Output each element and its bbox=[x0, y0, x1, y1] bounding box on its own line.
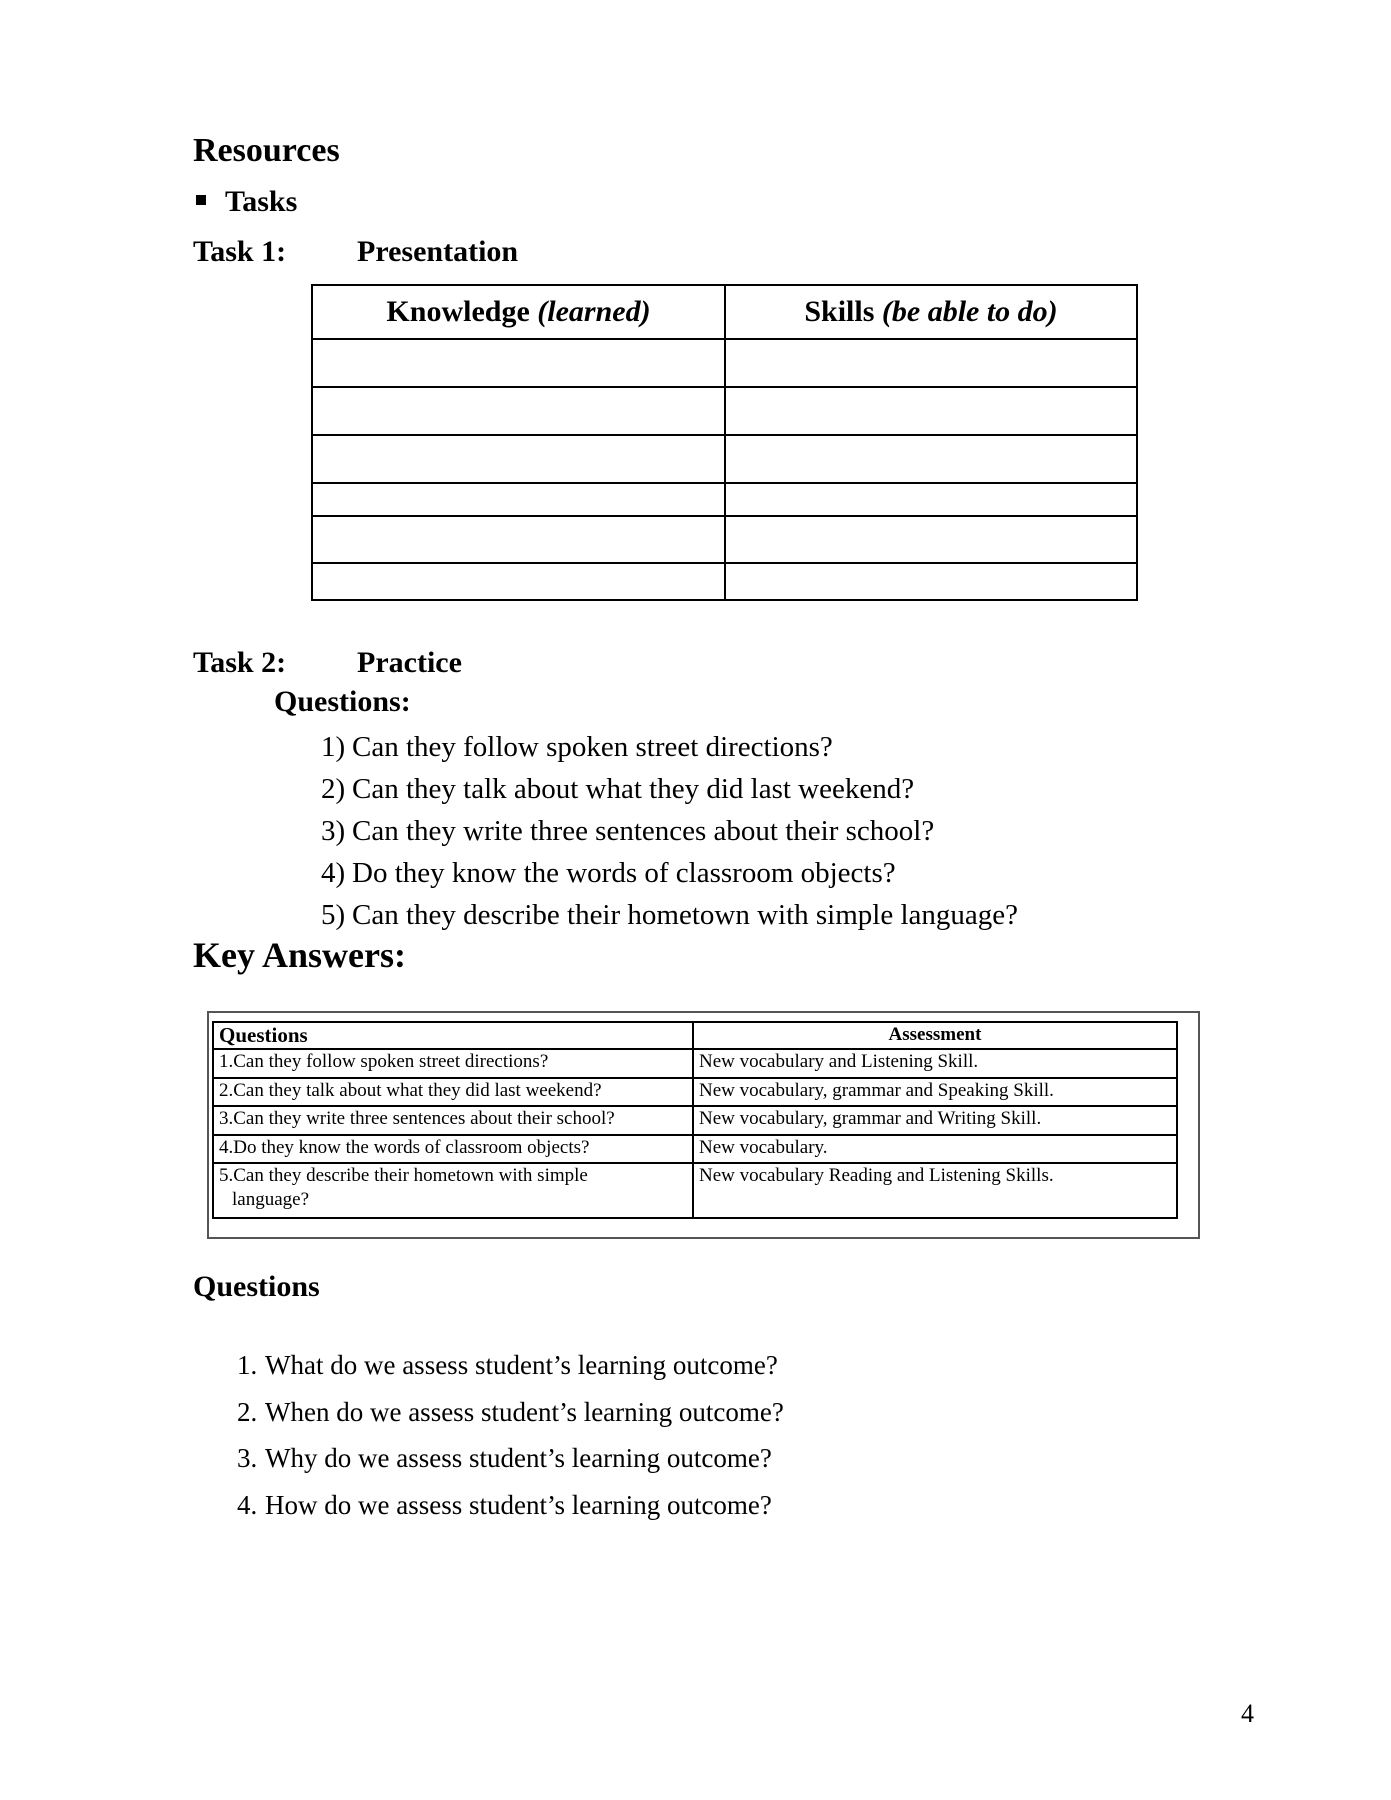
list-item-number: 4) bbox=[321, 857, 346, 889]
knowledge-header-italic: (learned) bbox=[537, 295, 651, 328]
assessment-cell: New vocabulary, grammar and Writing Skill. bbox=[693, 1106, 1177, 1135]
list-item-text: Can they follow spoken street directions? bbox=[352, 731, 833, 763]
list-item-number: 2. bbox=[237, 1397, 258, 1427]
list-item-text: How do we assess student’s learning outcome? bbox=[265, 1490, 772, 1520]
page-number: 4 bbox=[1241, 1699, 1254, 1728]
skills-cell bbox=[725, 516, 1137, 563]
list-item-number: 5) bbox=[321, 899, 346, 931]
key-answers-table bbox=[212, 1021, 1178, 1219]
knowledge-cell bbox=[312, 387, 725, 435]
task1-label: Task 1: bbox=[193, 235, 287, 268]
table-row bbox=[312, 483, 1137, 516]
knowledge-cell bbox=[312, 483, 725, 516]
square-bullet-icon bbox=[196, 195, 206, 205]
table-row bbox=[213, 1135, 1177, 1163]
task2-title: Practice bbox=[357, 646, 462, 679]
list-item-text: What do we assess student’s learning outcome? bbox=[265, 1350, 778, 1380]
table-row bbox=[213, 1078, 1177, 1106]
list-item-text: Can they talk about what they did last weekend? bbox=[352, 773, 915, 805]
table-row bbox=[312, 435, 1137, 483]
table-row bbox=[312, 563, 1137, 600]
skills-header bbox=[725, 285, 1137, 339]
questions-column-header: Questions bbox=[213, 1022, 693, 1049]
list-item-number: 3) bbox=[321, 815, 346, 847]
knowledge-cell bbox=[312, 339, 725, 387]
skills-cell bbox=[725, 387, 1137, 435]
question-cell: 1.Can they follow spoken street directions? bbox=[213, 1049, 693, 1078]
skills-header-italic: (be able to do) bbox=[881, 295, 1058, 328]
question-cell bbox=[213, 1163, 693, 1218]
skills-cell bbox=[725, 339, 1137, 387]
skills-cell bbox=[725, 563, 1137, 600]
list-item-text: When do we assess student’s learning outcome? bbox=[265, 1397, 784, 1427]
question-text-continued: language? bbox=[232, 1189, 310, 1210]
knowledge-cell bbox=[312, 435, 725, 483]
table-row bbox=[312, 516, 1137, 563]
list-item-text: Do they know the words of classroom objects? bbox=[352, 857, 896, 889]
tasks-heading: Tasks bbox=[225, 185, 298, 218]
knowledge-cell bbox=[312, 516, 725, 563]
assessment-cell: New vocabulary Reading and Listening Skills. bbox=[693, 1163, 1177, 1218]
resources-heading: Resources bbox=[193, 132, 340, 169]
knowledge-header-main: Knowledge bbox=[386, 295, 530, 328]
skills-cell bbox=[725, 483, 1137, 516]
table-row bbox=[213, 1163, 1177, 1218]
skills-cell bbox=[725, 435, 1137, 483]
key-answers-heading: Key Answers: bbox=[193, 935, 406, 975]
table-row bbox=[213, 1106, 1177, 1135]
table-row bbox=[312, 339, 1137, 387]
question-text: 5.Can they describe their hometown with simple bbox=[219, 1165, 588, 1186]
knowledge-header bbox=[312, 285, 725, 339]
question-cell: 4.Do they know the words of classroom objects? bbox=[213, 1135, 693, 1163]
practice-questions-heading: Questions: bbox=[274, 685, 411, 718]
list-item-number: 4. bbox=[237, 1490, 258, 1520]
questions-heading: Questions bbox=[193, 1270, 320, 1303]
list-item-text: Can they write three sentences about their school? bbox=[352, 815, 935, 847]
key-answers-header-row bbox=[213, 1022, 1177, 1049]
list-item-number: 3. bbox=[237, 1443, 258, 1473]
assessment-cell: New vocabulary. bbox=[693, 1135, 1177, 1163]
assessment-cell: New vocabulary, grammar and Speaking Skill. bbox=[693, 1078, 1177, 1106]
list-item-number: 1. bbox=[237, 1350, 258, 1380]
list-item-number: 2) bbox=[321, 773, 346, 805]
table-header-row bbox=[312, 285, 1137, 339]
task1-title: Presentation bbox=[357, 235, 519, 268]
assessment-cell: New vocabulary and Listening Skill. bbox=[693, 1049, 1177, 1078]
skills-header-main: Skills bbox=[804, 295, 875, 328]
assessment-column-header: Assessment bbox=[693, 1022, 1177, 1049]
question-cell: 2.Can they talk about what they did last weekend? bbox=[213, 1078, 693, 1106]
table-row bbox=[312, 387, 1137, 435]
knowledge-skills-table bbox=[311, 284, 1138, 601]
list-item-text: Can they describe their hometown with simple language? bbox=[352, 899, 1019, 931]
knowledge-cell bbox=[312, 563, 725, 600]
table-row bbox=[213, 1049, 1177, 1078]
task2-label: Task 2: bbox=[193, 646, 287, 679]
list-item-text: Why do we assess student’s learning outcome? bbox=[265, 1443, 772, 1473]
list-item-number: 1) bbox=[321, 731, 346, 763]
question-cell: 3.Can they write three sentences about their school? bbox=[213, 1106, 693, 1135]
